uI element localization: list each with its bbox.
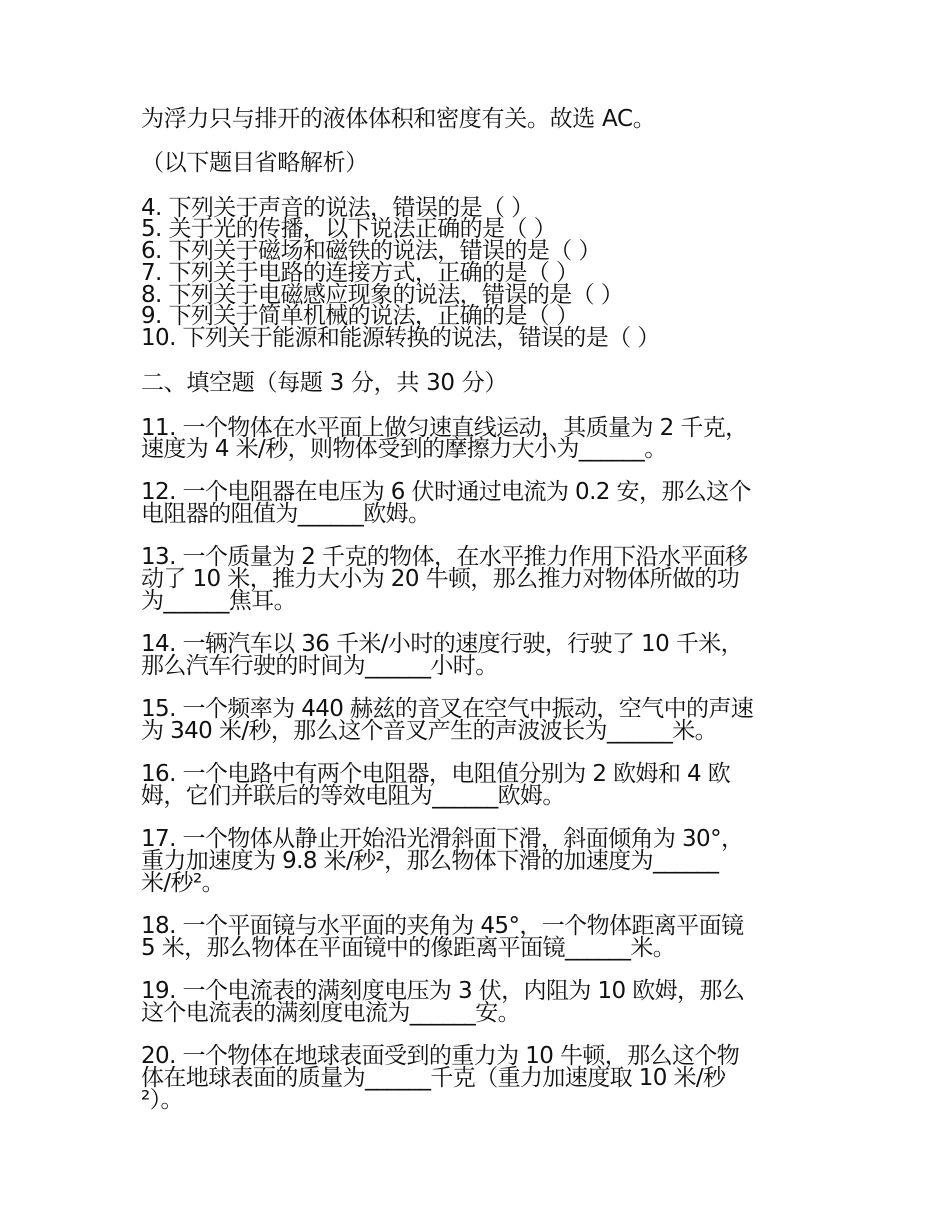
- q16-line: 16. 一个电路中有两个电阻器，电阻值分别为 2 欧姆和 4 欧: [141, 761, 731, 787]
- q13-line: 动了 10 米，推力大小为 20 牛顿，那么推力对物体所做的功: [141, 566, 740, 592]
- q13-line: 13. 一个质量为 2 千克的物体，在水平推力作用下沿水平面移: [141, 544, 748, 570]
- q11-line: 速度为 4 米/秒，则物体受到的摩擦力大小为______。: [141, 436, 667, 462]
- q12-line: 电阻器的阻值为______欧姆。: [141, 501, 431, 527]
- q20-line: ²）。: [141, 1087, 183, 1113]
- q16-line: 姆，它们并联后的等效电阻为______欧姆。: [141, 783, 565, 809]
- question-4: 4. 下列关于声音的说法，错误的是（ ）: [141, 195, 534, 221]
- question-6: 6. 下列关于磁场和磁铁的说法，错误的是（ ）: [141, 238, 601, 264]
- question-7: 7. 下列关于电路的连接方式，正确的是（ ）: [141, 260, 579, 286]
- question-10: 10. 下列关于能源和能源转换的说法，错误的是（ ）: [141, 325, 660, 351]
- q17-line: 米/秒²。: [141, 870, 224, 896]
- q15-line: 15. 一个频率为 440 赫兹的音叉在空气中振动，空气中的声速: [141, 696, 754, 722]
- section-title: 二、填空题（每题 3 分，共 30 分）: [141, 370, 508, 396]
- question-9: 9. 下列关于简单机械的说法，正确的是（ ）: [141, 303, 579, 329]
- question-8: 8. 下列关于电磁感应现象的说法，错误的是（ ）: [141, 282, 624, 308]
- q17-line: 重力加速度为 9.8 米/秒²，那么物体下滑的加速度为______: [141, 848, 719, 874]
- q11-line: 11. 一个物体在水平面上做匀速直线运动，其质量为 2 千克，: [141, 415, 748, 441]
- q13-line: 为______焦耳。: [141, 588, 297, 614]
- q15-line: 为 340 米/秒，那么这个音叉产生的声波波长为______米。: [141, 718, 718, 744]
- q19-line: 这个电流表的满刻度电流为______安。: [141, 1000, 521, 1026]
- q12-line: 12. 一个电阻器在电压为 6 伏时通过电流为 0.2 安，那么这个: [141, 479, 751, 505]
- question-5: 5. 关于光的传播，以下说法正确的是（ ）: [141, 216, 556, 242]
- q14-line: 14. 一辆汽车以 36 千米/小时的速度行驶，行驶了 10 千米，: [141, 631, 744, 657]
- q17-line: 17. 一个物体从静止开始沿光滑斜面下滑，斜面倾角为 30°，: [141, 826, 744, 852]
- q20-line: 20. 一个物体在地球表面受到的重力为 10 牛顿，那么这个物: [141, 1043, 740, 1069]
- q18-line: 5 米，那么物体在平面镜中的像距离平面镜______米。: [141, 935, 676, 961]
- q19-line: 19. 一个电流表的满刻度电压为 3 伏，内阻为 10 欧姆，那么: [141, 978, 745, 1004]
- intro-note: （以下题目省略解析）: [141, 150, 369, 176]
- intro-line: 为浮力只与排开的液体体积和密度有关。故选 AC。: [141, 106, 656, 132]
- q20-line: 体在地球表面的质量为______千克（重力加速度取 10 米/秒: [141, 1065, 726, 1091]
- q18-line: 18. 一个平面镜与水平面的夹角为 45°，一个物体距离平面镜: [141, 913, 744, 939]
- q14-line: 那么汽车行驶的时间为______小时。: [141, 653, 498, 679]
